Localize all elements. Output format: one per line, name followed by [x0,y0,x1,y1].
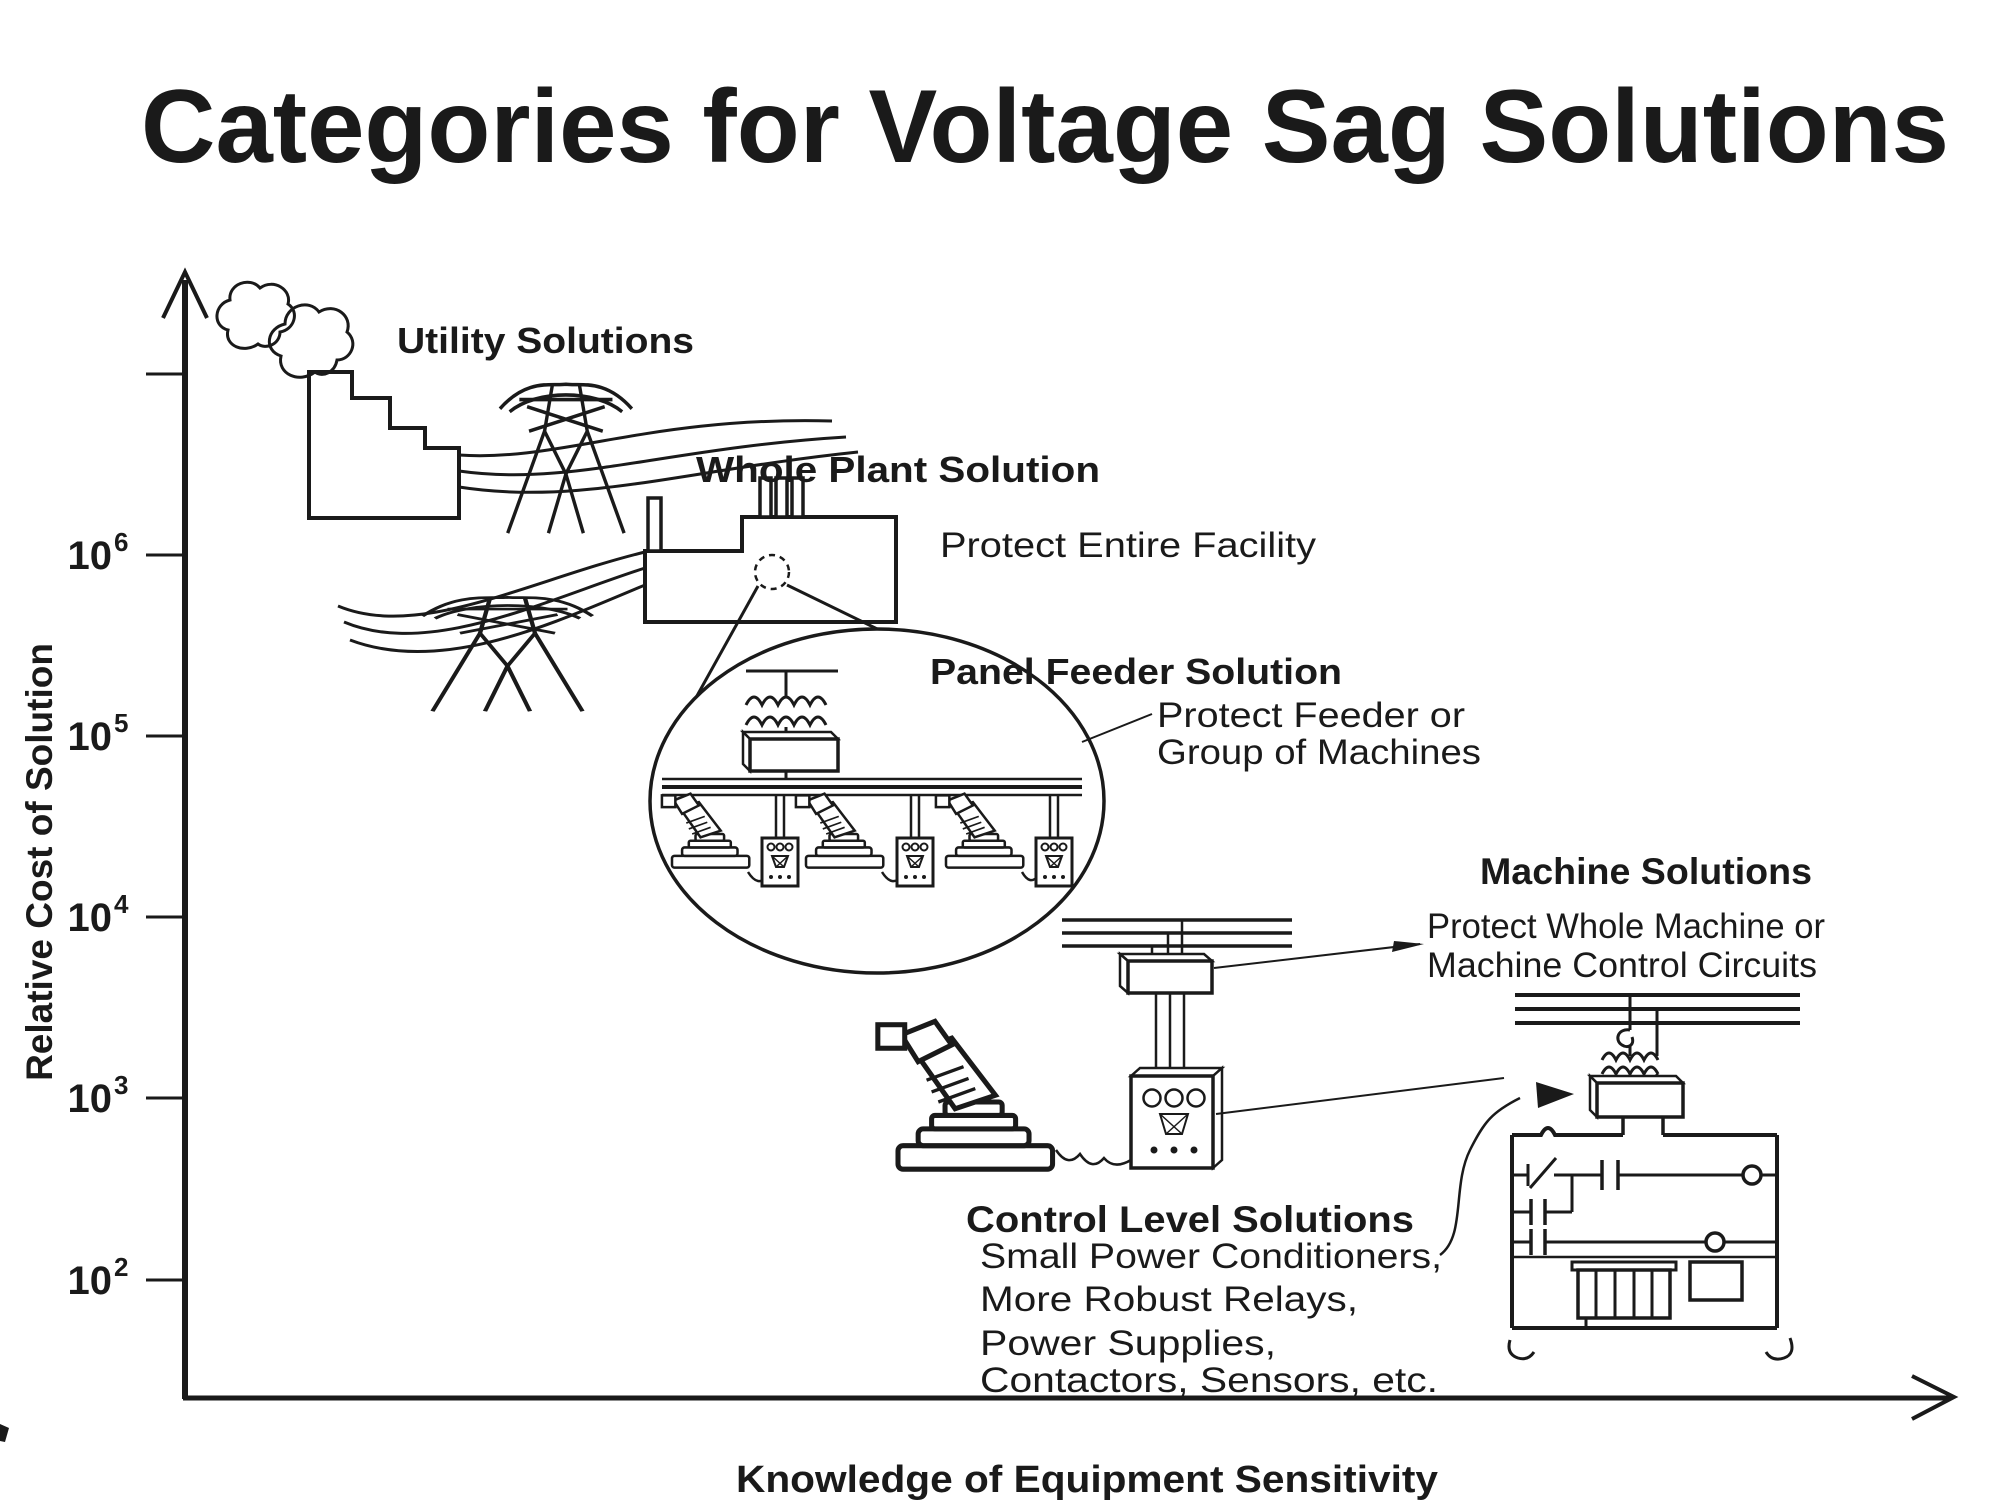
resistor-bank-icon [1578,1270,1670,1318]
edge-artifact [0,1424,9,1442]
curved-arrow-icon [1440,1098,1520,1255]
relay-contact-icon [1530,1158,1556,1188]
y-tick-label-1e2 [68,1252,129,1303]
power-plant-icon [309,372,459,518]
machine-subtitle-1: Protect Whole Machine or [1427,907,1826,946]
power-conditioner-icon [1590,1076,1683,1117]
svg-text:5: 5 [114,708,129,738]
control-level-group [966,1082,1574,1400]
svg-text:10: 10 [67,1259,112,1303]
machine-controller-icon [1036,838,1072,886]
aux-module-icon [1690,1262,1742,1300]
relay-coil-icon [1706,1233,1724,1251]
control-circuit-group [1509,995,1800,1359]
machine-controller-icon [897,838,933,886]
panel-feeder-subtitle-2: Group of Machines [1157,733,1481,772]
fuse-switch-icon [1618,1030,1633,1047]
smoke-cloud-icon [217,282,294,348]
svg-text:10: 10 [67,715,112,759]
slide-title: Categories for Voltage Sag Solutions [141,69,1949,185]
whole-plant-subtitle: Protect Entire Facility [940,526,1317,565]
transformer-icon [1602,1053,1658,1074]
control-level-item: More Robust Relays, [980,1280,1358,1319]
cabinet-foot-icon [1766,1338,1792,1359]
power-conditioner-icon [1120,954,1212,993]
y-tick-label-1e5 [68,708,129,759]
plant-feed-tower-group [338,552,645,711]
cabinet-foot-icon [1509,1340,1534,1359]
factory-icon [645,517,896,622]
panel-feeder-subtitle-1: Protect Feeder or [1157,696,1466,735]
svg-text:2: 2 [114,1252,129,1282]
machine-solutions-label: Machine Solutions [1480,851,1812,892]
power-conditioner-icon [750,739,838,771]
robot-arm-icon [878,1021,1053,1169]
power-cord-icon [1056,1150,1131,1165]
svg-text:10: 10 [67,1077,112,1121]
power-bus-icon [1062,920,1292,946]
panel-feeder-label: Panel Feeder Solution [930,651,1342,692]
y-axis [19,272,207,1399]
machine-controller-icon [762,838,798,886]
machine-drive-icon [1131,1068,1222,1168]
y-axis-label: Relative Cost of Solution [19,643,60,1081]
svg-text:10: 10 [67,534,112,578]
control-cabinet-icon [1509,1128,1792,1359]
y-tick-label-1e3 [68,1070,129,1121]
whole-plant-label: Whole Plant Solution [696,449,1100,490]
leader-line [1082,714,1152,742]
svg-text:6: 6 [114,527,129,557]
svg-text:10: 10 [67,896,112,940]
leader-arrow-icon [1392,941,1424,952]
relay-coil-icon [1743,1166,1761,1184]
x-axis-label: Knowledge of Equipment Sensitivity [736,1459,1438,1500]
arrowhead-icon [1536,1082,1574,1108]
transmission-tower-icon [500,384,632,533]
control-level-item: Contactors, Sensors, etc. [980,1361,1438,1400]
control-level-item: Power Supplies, [980,1324,1276,1363]
smoke-cloud-icon [269,305,353,377]
svg-text:3: 3 [114,1070,129,1100]
control-level-item: Small Power Conditioners, [980,1237,1442,1276]
control-level-label: Control Level Solutions [966,1199,1414,1240]
leader-line [1216,1078,1504,1114]
svg-text:4: 4 [114,889,129,919]
utility-solutions-label: Utility Solutions [397,320,694,361]
y-tick-label-1e6 [68,527,129,578]
machine-subtitle-2: Machine Control Circuits [1427,946,1817,985]
y-tick-label-1e4 [68,889,130,940]
